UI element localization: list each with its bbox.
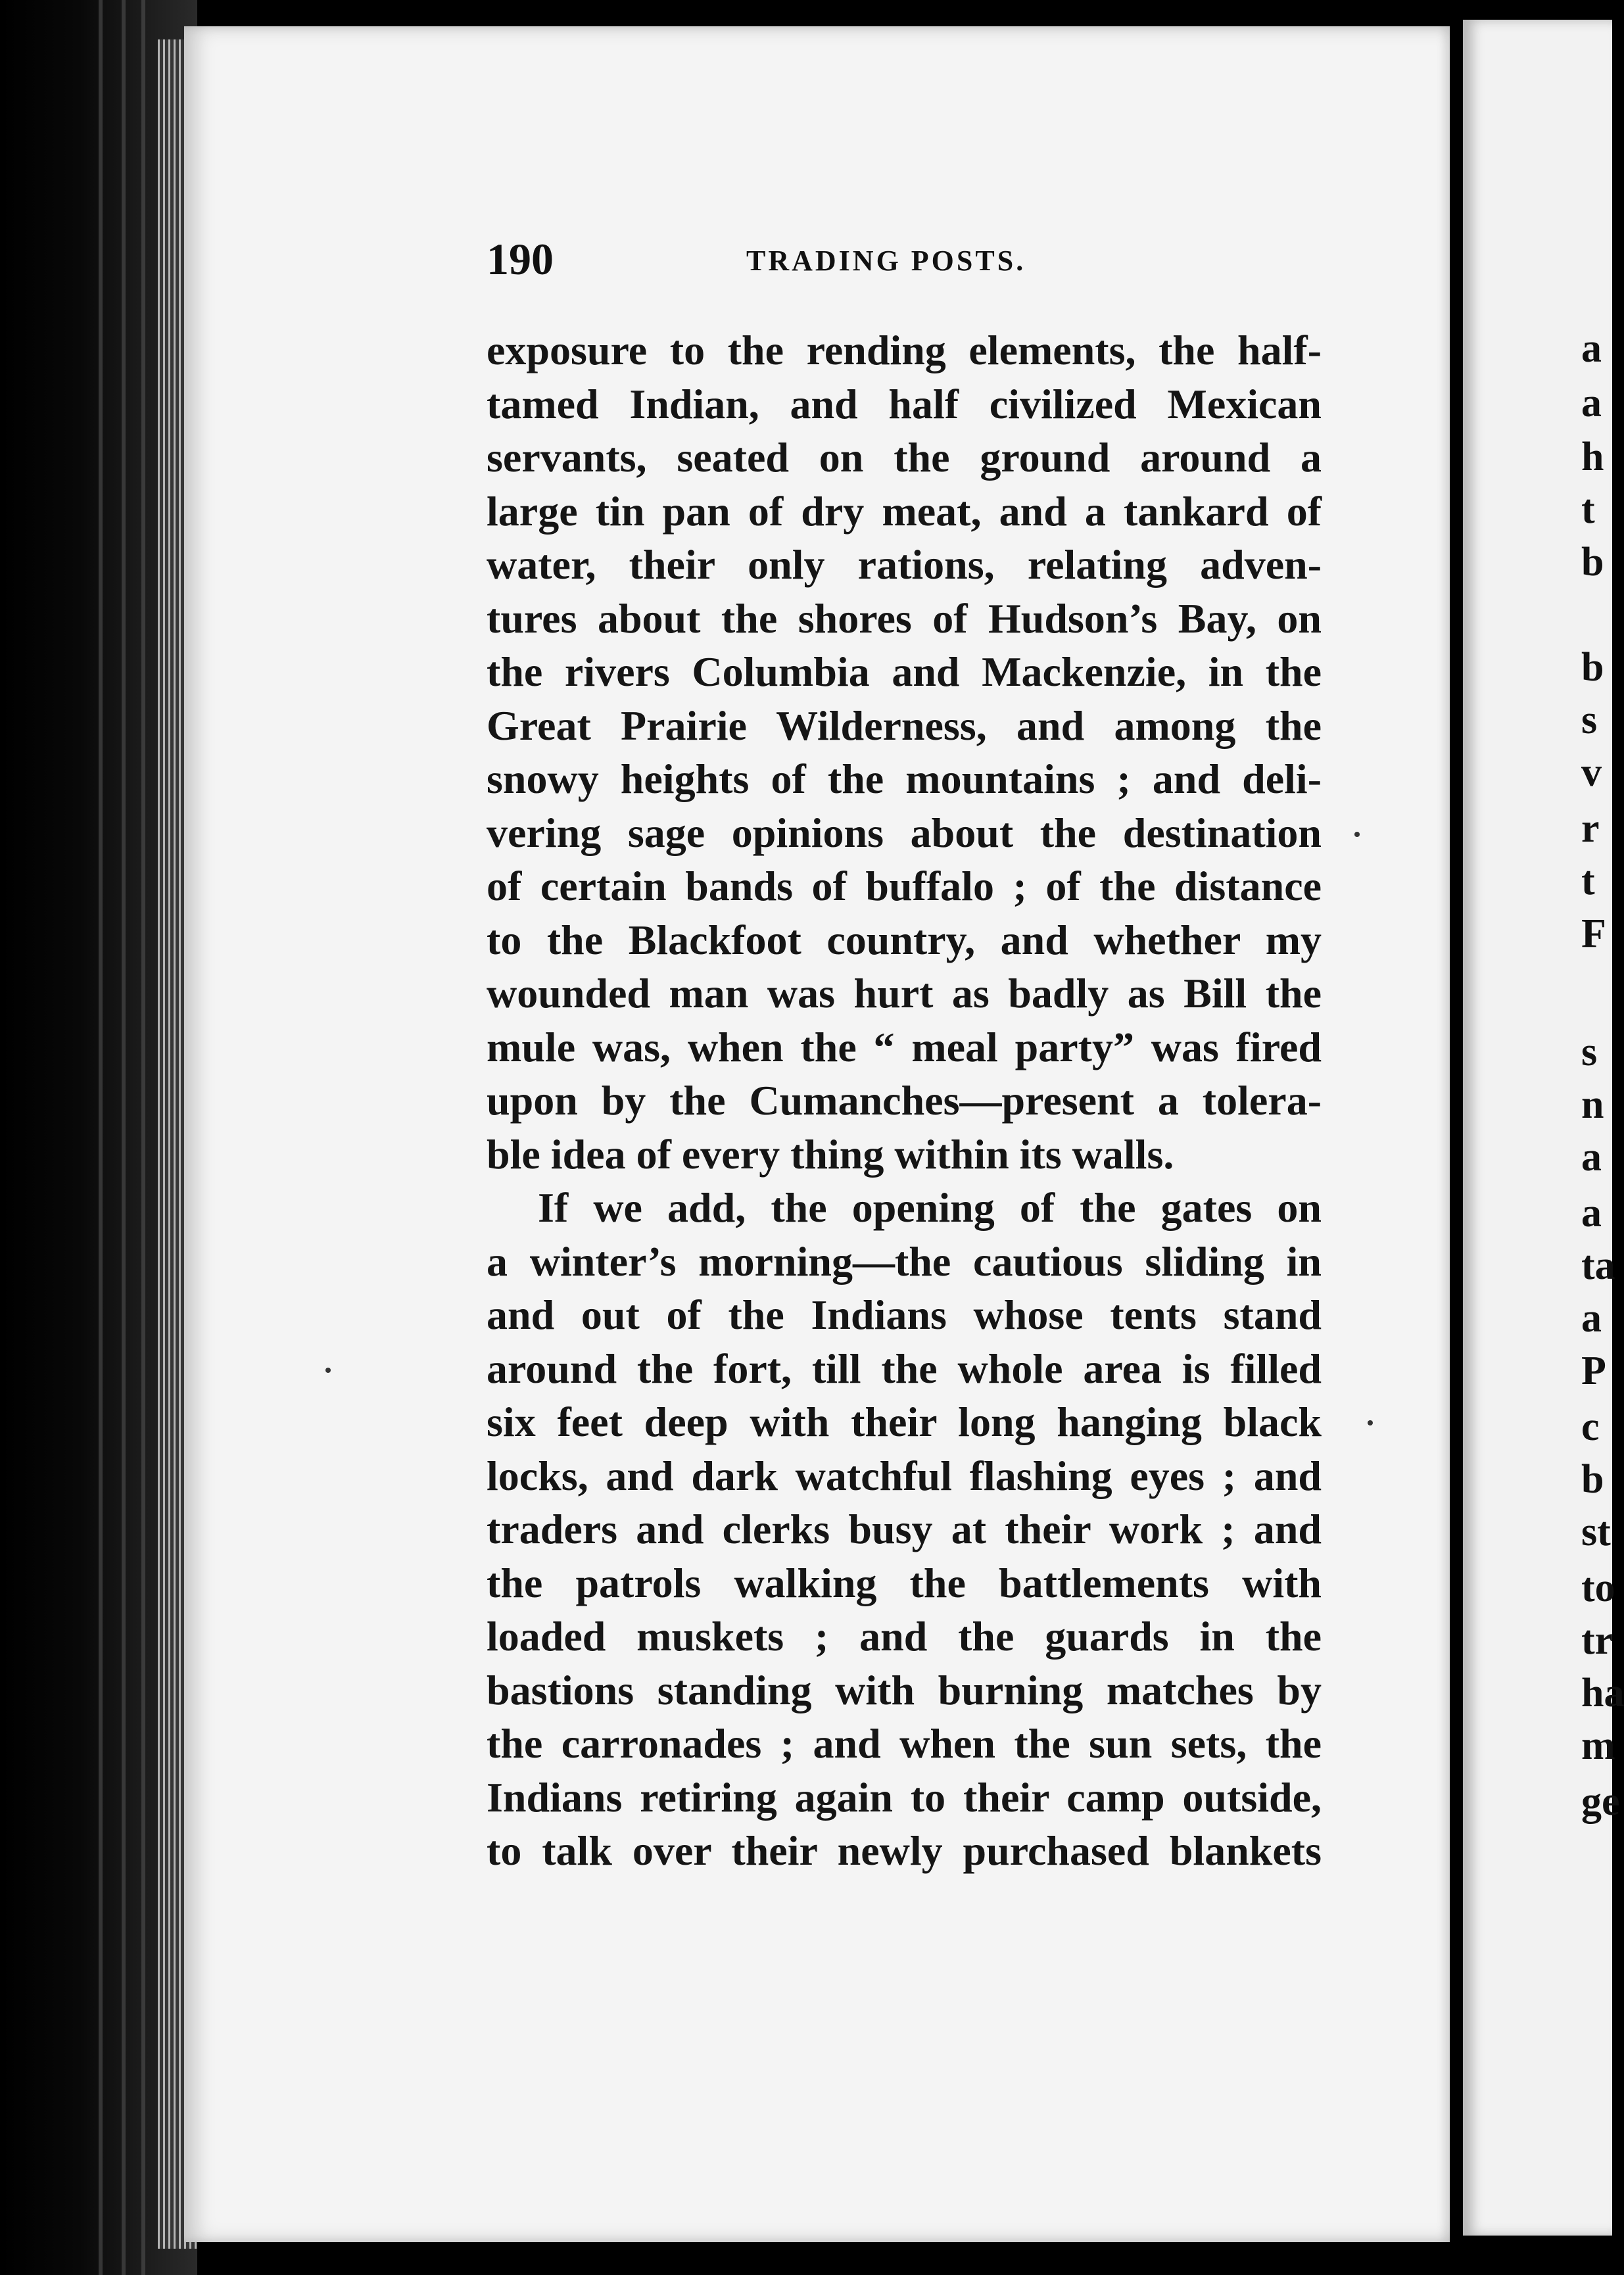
facing-page-fragment: P [1581,1349,1606,1393]
binding-edge-line [99,0,103,2275]
page-header [487,233,1322,293]
facing-page-fragment: s [1581,1030,1598,1074]
page-number: 190 [487,234,554,284]
text-line: and out of the Indians whose tents stand [487,1291,1322,1338]
paper-speck [1368,1420,1373,1425]
facing-page-fragment: tr [1581,1618,1613,1663]
facing-page-fragment: b [1581,540,1604,585]
binding-edge-line [141,0,145,2275]
facing-page-fragment: ha [1581,1671,1624,1715]
text-line: of certain bands of buffalo ; of the distance [487,863,1322,909]
running-head: TRADING POSTS. [746,245,1026,277]
text-line: tamed Indian, and half civilized Mexican [487,380,1322,427]
text-line: to talk over their newly purchased blankets [487,1827,1322,1874]
text-line: Indians retiring again to their camp outside, [487,1773,1322,1821]
text-line: vering sage opinions about the destination [487,809,1322,856]
text-line: to the Blackfoot country, and whether my [487,916,1322,963]
facing-page-fragment: b [1581,1457,1604,1502]
paper-speck [1354,832,1360,837]
text-line: servants, seated on the ground around a [487,434,1322,481]
text-line: exposure to the rending elements, the half- [487,327,1322,373]
text-line: the patrols walking the battlements with [487,1559,1322,1606]
text-line: loaded muskets ; and the guards in the [487,1613,1322,1660]
facing-page-fragment: t [1581,487,1595,532]
facing-page-fragment: n [1581,1082,1604,1127]
paper-speck [325,1368,331,1373]
binding-edge-line [122,0,126,2275]
text-line: the carronades ; and when the sun sets, the [487,1720,1322,1767]
facing-page-fragment: b [1581,645,1604,690]
facing-page-fragment: c [1581,1404,1600,1449]
text-line: the rivers Columbia and Mackenzie, in the [487,648,1322,695]
facing-page-fragment: m [1581,1723,1615,1768]
text-line: a winter’s morning—the cautious sliding in [487,1237,1322,1285]
text-line: tures about the shores of Hudson’s Bay, on [487,594,1322,642]
text-line: ble idea of every thing within its walls. [487,1130,1174,1178]
facing-page-fragment: r [1581,806,1600,851]
text-line: around the fort, till the whole area is filled [487,1345,1322,1392]
text-line: locks, and dark watchful flashing eyes ; and [487,1452,1322,1499]
text-line: mule was, when the “ meal party” was fired [487,1023,1322,1070]
text-line: large tin pan of dry meat, and a tankard of [487,487,1322,535]
facing-page-fragment: v [1581,750,1602,795]
facing-page-fragment: st [1581,1510,1611,1554]
text-line: water, their only rations, relating adven- [487,541,1322,588]
body-text [487,323,1322,1878]
text-line: wounded man was hurt as badly as Bill the [487,970,1322,1017]
facing-page-fragment: F [1581,911,1606,956]
text-line: Great Prairie Wilderness, and among the [487,702,1322,749]
facing-page-fragment: s [1581,698,1598,742]
text-line: upon by the Cumanches—present a tolera- [487,1077,1322,1124]
facing-page-fragment: a [1581,381,1602,425]
text-line: bastions standing with burning matches by [487,1666,1322,1713]
facing-page-fragment: to [1581,1566,1615,1610]
facing-page-fragment: a [1581,1191,1602,1235]
facing-page-fragment: h [1581,435,1604,479]
facing-page-fragment: ta [1581,1243,1615,1288]
facing-page-fragment: a [1581,326,1602,371]
text-line: snowy heights of the mountains ; and deli- [487,755,1322,802]
facing-page-fragment: t [1581,859,1595,903]
text-line: six feet deep with their long hanging black [487,1399,1322,1445]
facing-page-fragment: ge [1581,1779,1620,1824]
facing-page-fragment: a [1581,1296,1602,1341]
text-line: traders and clerks busy at their work ; and [487,1506,1322,1552]
facing-page-fragment: a [1581,1135,1602,1180]
text-line: If we add, the opening of the gates on [538,1184,1322,1231]
